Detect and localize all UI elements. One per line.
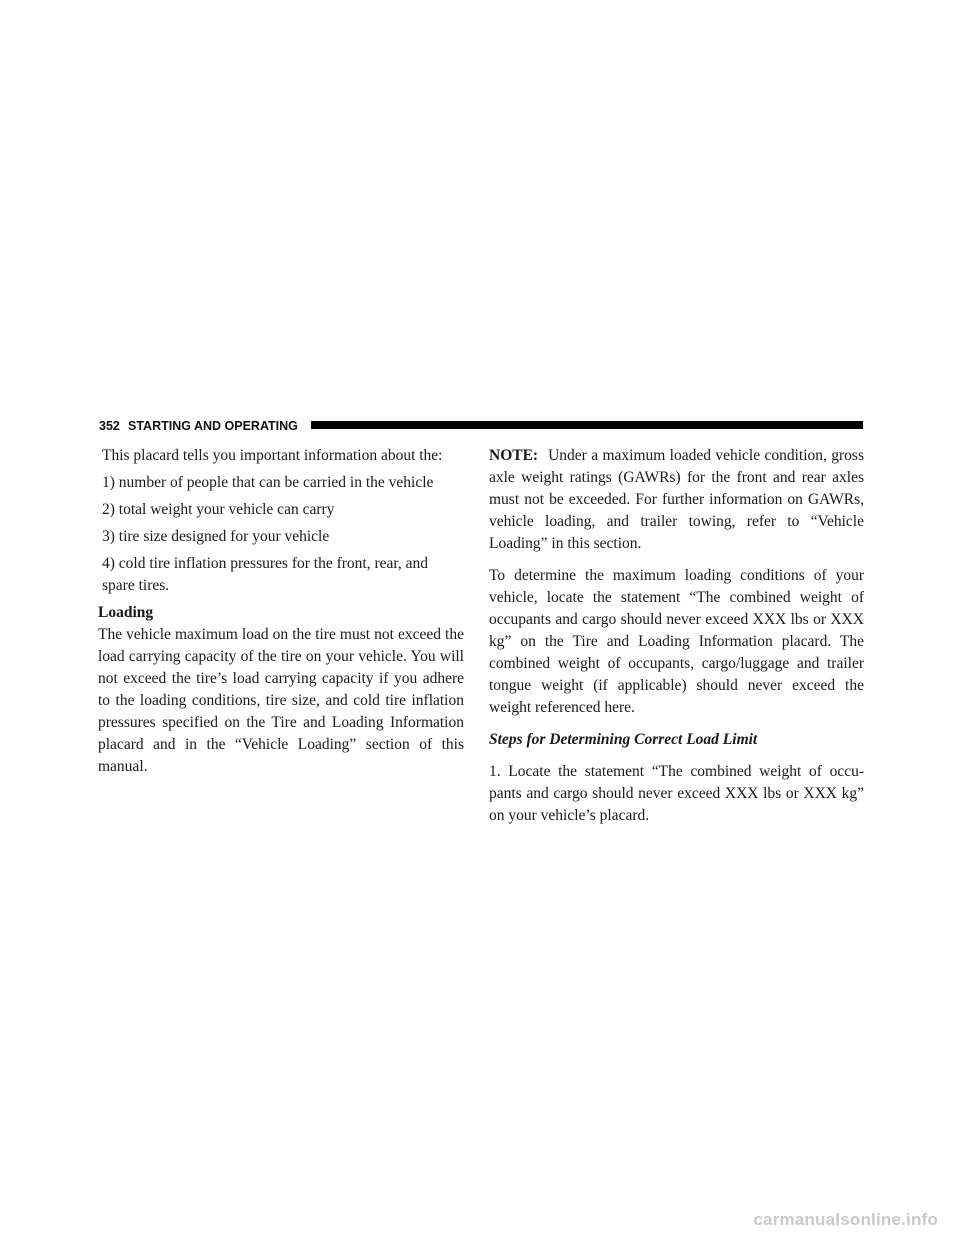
loading-heading: Loading	[98, 604, 154, 621]
determine-paragraph: To determine the maximum loading conditions of your vehicle, locate the statement “The combined weight of occupants and cargo should never exceed XXX lbs or XXX kg” on the Tire and Loading Information placard. The combined weight of occupants, cargo/luggage and trailer tongue weight (if applicable) should never exceed the weight referenced here.	[489, 567, 864, 716]
note-paragraph	[489, 445, 864, 555]
header-rule	[311, 421, 863, 429]
placard-intro: This placard tells you important information about the:	[102, 447, 443, 464]
section-title: STARTING AND OPERATING	[128, 419, 298, 433]
watermark-text: carmanualsonline.info	[753, 1210, 938, 1229]
list-item: 3) tire size designed for your vehicle	[102, 528, 330, 545]
page-header	[99, 419, 863, 433]
note-label: NOTE:	[489, 447, 539, 464]
right-column	[489, 445, 864, 837]
note-text: Under a maximum loaded vehicle condition, gross axle weight ratings (GAWRs) for the front and rear axles must not be exceeded. For further information on GAWRs, vehicle loading, and trailer towing, refer to “Vehicle Loading” in this section.	[489, 447, 864, 552]
list-item: 1) number of people that can be carried in the vehicle	[102, 474, 434, 491]
loading-paragraph: The vehicle maximum load on the tire must not exceed the load carrying capacity of the tire on your vehicle. You will not exceed the tire’s load carrying capacity if you adhere to the loading conditions, tire size, and cold tire inflation pressures specified on the Tire and Loading Information placard and in the “Vehicle Loading” section of this manual.	[98, 626, 464, 775]
page-number: 352	[99, 419, 120, 433]
list-item: 4) cold tire inflation pressures for the front, rear, and spare tires.	[102, 555, 429, 594]
left-column	[98, 445, 464, 788]
step-1-paragraph: 1. Locate the statement “The combined weight of occu-pants and cargo should never exceed XXX lbs or XXX kg” on your vehicle’s placard.	[489, 763, 864, 824]
placard-info-list	[102, 472, 464, 597]
steps-heading: Steps for Determining Correct Load Limit	[489, 731, 758, 748]
list-item: 2) total weight your vehicle can carry	[102, 501, 335, 518]
